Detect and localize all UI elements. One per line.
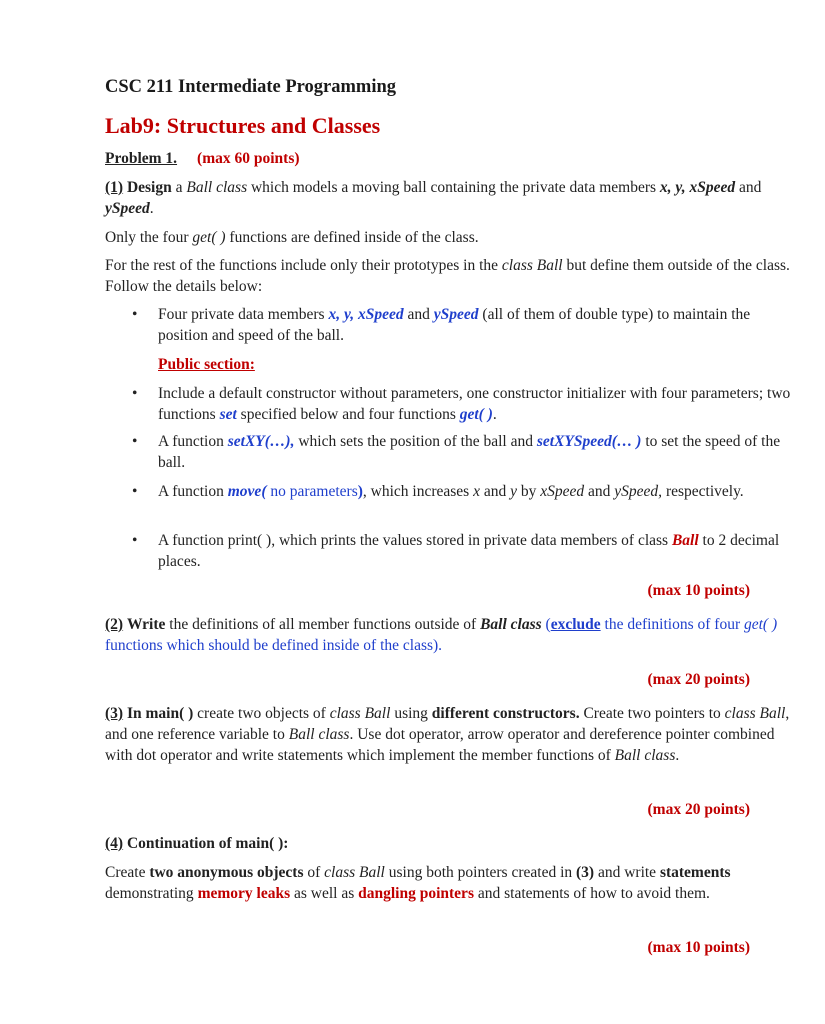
text-fragment: set	[219, 406, 237, 423]
text-fragment: get( )	[744, 616, 778, 633]
text-fragment: Ball class	[186, 179, 248, 196]
text-fragment: . Use dot operator, arrow operator and dereference pointer combined with dot operator and write statements which implement the member functions of	[105, 726, 775, 764]
lab-title: Lab9: Structures and Classes	[105, 113, 381, 138]
text-fragment: a	[175, 179, 183, 196]
bullet-move	[105, 481, 795, 502]
part3-points: (max 20 points)	[647, 801, 750, 818]
text-fragment: Include a default constructor without parameters, one constructor initializer with four parameters; two functions	[158, 385, 791, 423]
text-fragment: (3)	[576, 864, 595, 881]
bullet-constructors	[105, 383, 795, 425]
text-fragment: x, y, xSpeed	[328, 306, 404, 323]
bullet-setxy	[105, 431, 795, 473]
problem-label: Problem 1.	[105, 150, 178, 167]
text-fragment: demonstrating	[105, 885, 194, 902]
text-fragment: , and one reference variable to	[105, 705, 790, 743]
text-fragment: get( )	[459, 406, 493, 423]
text-fragment: .	[149, 200, 154, 217]
part4-points: (max 10 points)	[647, 939, 750, 956]
part3-number: (3)	[105, 705, 124, 722]
text-fragment: to 2 decimal places.	[158, 532, 780, 570]
text-fragment: .	[675, 747, 680, 764]
problem-points: (max 60 points)	[197, 150, 300, 167]
text-fragment: memory leaks	[197, 885, 291, 902]
text-fragment: specified below and four functions	[240, 406, 456, 423]
text-fragment: Write	[126, 616, 166, 633]
text-fragment: which sets the position of the ball and	[298, 433, 533, 450]
text-fragment: xSpeed	[540, 483, 585, 500]
part1-paragraph	[105, 177, 795, 219]
text-fragment: A function print( ), which prints the values stored in private data members of class	[158, 532, 669, 549]
text-fragment: For the rest of the functions include only their prototypes in the	[105, 257, 499, 274]
text-fragment: exclude	[550, 616, 601, 633]
text-fragment: the definitions of four	[604, 616, 741, 633]
text-fragment: In main( )	[126, 705, 194, 722]
text-fragment: A function	[158, 483, 224, 500]
part4-number: (4)	[105, 835, 124, 852]
text-fragment: different constructors.	[431, 705, 580, 722]
part1-note-get	[105, 227, 795, 248]
part2-points: (max 20 points)	[647, 671, 750, 688]
text-fragment: functions are defined inside of the class.	[229, 229, 479, 246]
text-fragment: and	[588, 483, 611, 500]
text-fragment: and	[483, 483, 507, 500]
text-fragment: , which increases	[362, 483, 470, 500]
bullet-print	[105, 530, 795, 572]
course-title: CSC 211 Intermediate Programming	[105, 77, 396, 97]
part3-paragraph	[105, 703, 795, 766]
part4-paragraph	[105, 862, 795, 904]
text-fragment: Ball class	[614, 747, 676, 764]
text-fragment: (all of them of double type) to maintain the position and speed of the ball.	[158, 306, 751, 344]
text-fragment: setXY(…),	[227, 433, 295, 450]
text-fragment: x, y,	[659, 179, 686, 196]
text-fragment: statements	[659, 864, 731, 881]
text-fragment: ySpeed	[433, 306, 479, 323]
bullet-icon: •	[132, 306, 138, 323]
text-fragment: A function	[158, 433, 224, 450]
part4-heading	[105, 833, 795, 854]
problem-heading	[105, 148, 795, 169]
text-fragment: two anonymous objects	[149, 864, 304, 881]
text-fragment: setXYSpeed(… )	[536, 433, 642, 450]
text-fragment: get( )	[192, 229, 226, 246]
text-fragment: using both pointers created in	[388, 864, 573, 881]
bullet-icon: •	[132, 433, 138, 450]
text-fragment: no parameters	[270, 483, 358, 500]
text-fragment: and	[738, 179, 762, 196]
text-fragment: Create two pointers to	[583, 705, 721, 722]
text-fragment: which models a moving ball containing the private data members	[250, 179, 657, 196]
text-fragment: Create	[105, 864, 146, 881]
text-fragment: create two objects of	[197, 705, 326, 722]
bullet-icon: •	[132, 385, 138, 402]
text-fragment: the definitions of all member functions outside of	[169, 616, 477, 633]
text-fragment: ySpeed	[105, 200, 150, 217]
text-fragment: of	[307, 864, 321, 881]
part2-number: (2)	[105, 616, 124, 633]
text-fragment: .	[492, 406, 497, 423]
text-fragment: respectively.	[665, 483, 744, 500]
text-fragment: (	[545, 616, 551, 633]
text-fragment: dangling pointers	[358, 885, 474, 902]
text-fragment: functions which should be defined inside of the class).	[105, 637, 443, 654]
part1-design-word: Design	[126, 179, 172, 196]
text-fragment: )	[357, 483, 363, 500]
text-fragment: but define them outside of the class. Follow the details below:	[105, 257, 790, 295]
text-fragment: as well as	[293, 885, 355, 902]
part1-points: (max 10 points)	[647, 582, 750, 599]
text-fragment: class Ball	[724, 705, 786, 722]
text-fragment: and statements of how to avoid them.	[477, 885, 710, 902]
part1-number: (1)	[105, 179, 124, 196]
text-fragment: Only the four	[105, 229, 189, 246]
text-fragment: xSpeed	[689, 179, 736, 196]
text-fragment: class Ball	[501, 257, 563, 274]
bullet-private-members	[105, 304, 795, 346]
text-fragment: Continuation of main( ):	[126, 835, 289, 852]
text-fragment: class Ball	[324, 864, 385, 881]
part2-paragraph	[105, 614, 795, 656]
text-fragment: x	[473, 483, 480, 500]
text-fragment: to set the speed of the ball.	[158, 433, 781, 471]
text-fragment: Ball class	[480, 616, 542, 633]
text-fragment: move(	[227, 483, 267, 500]
text-fragment: and	[407, 306, 430, 323]
text-fragment: using	[394, 705, 428, 722]
text-fragment: y	[510, 483, 518, 500]
text-fragment: class Ball	[329, 705, 391, 722]
public-section-heading: Public section:	[158, 356, 255, 373]
bullet-icon: •	[132, 483, 138, 500]
text-fragment: and write	[597, 864, 657, 881]
text-fragment: Ball	[671, 532, 699, 549]
text-fragment: ySpeed,	[614, 483, 663, 500]
text-fragment: Four private data members	[158, 306, 325, 323]
bullet-icon: •	[132, 532, 138, 549]
text-fragment: Ball class	[288, 726, 350, 743]
text-fragment: by	[520, 483, 537, 500]
part1-note-prototypes	[105, 255, 795, 297]
